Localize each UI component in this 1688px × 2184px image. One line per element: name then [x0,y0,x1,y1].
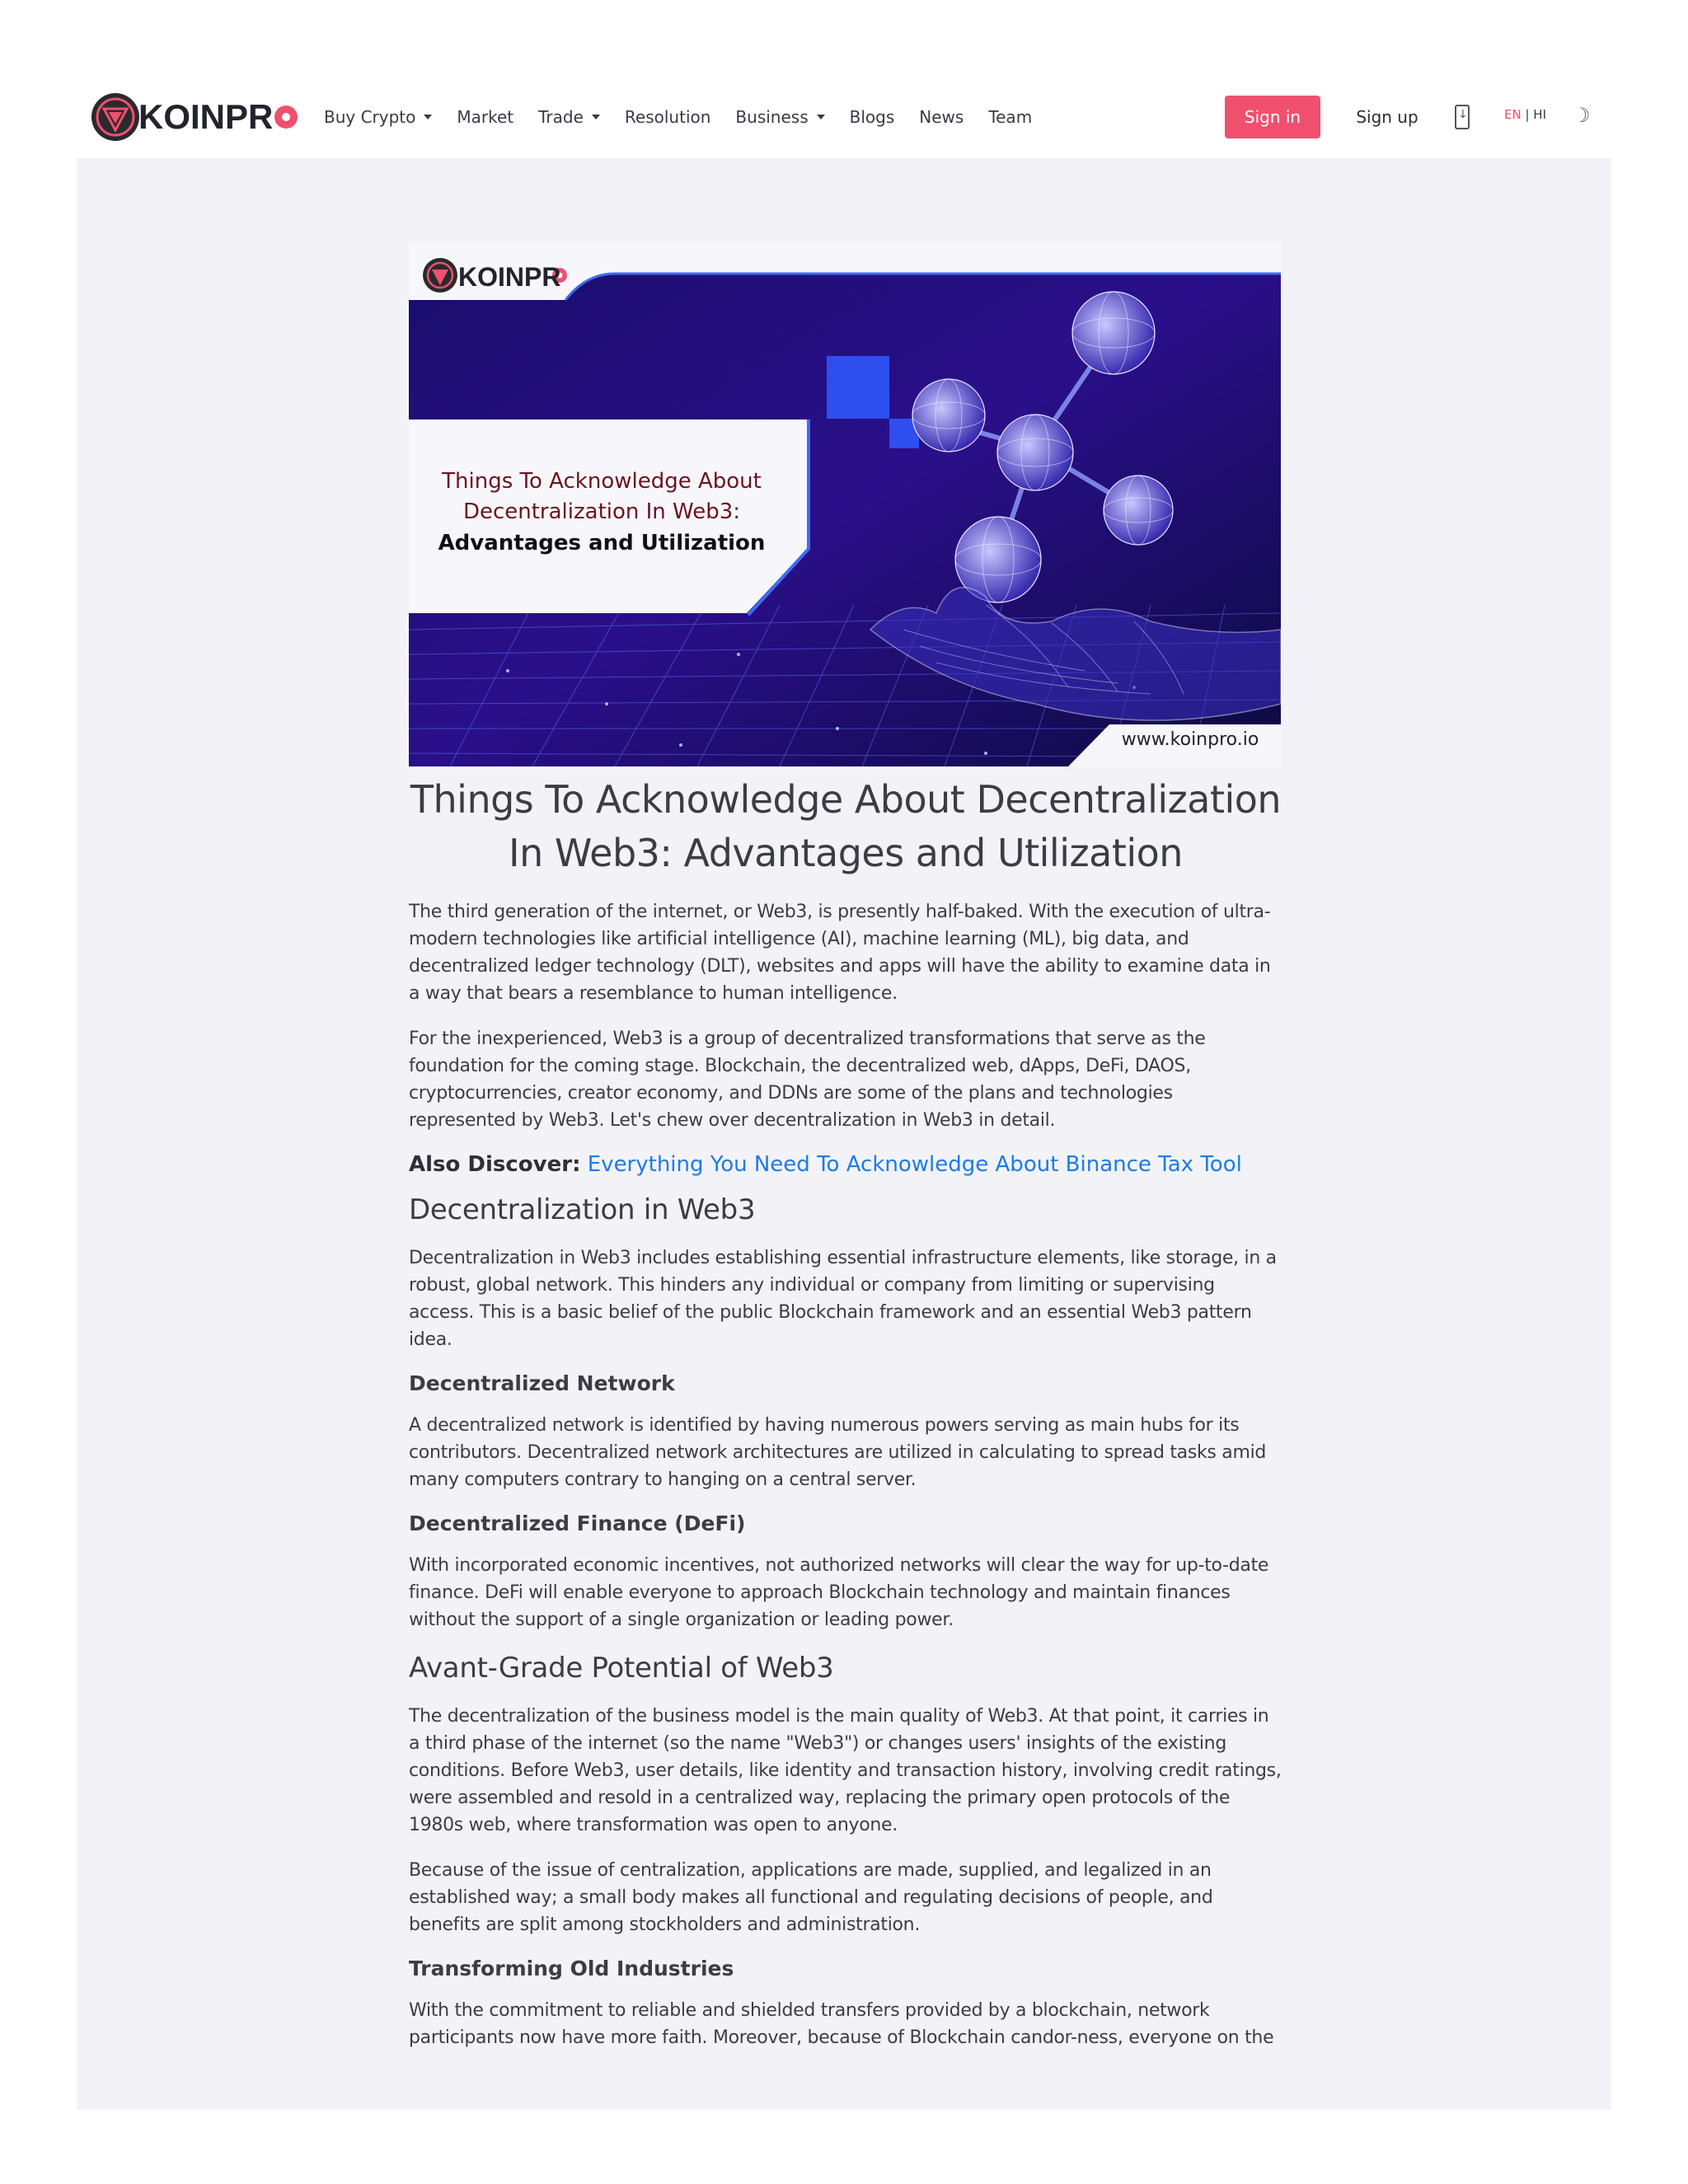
hero-logo-text: KOINPR [458,262,561,292]
also-discover [409,1152,1282,1177]
lang-en[interactable]: EN [1504,107,1522,122]
hero-url: www.koinpro.io [1121,729,1259,750]
section-heading: Avant-Grade Potential of Web3 [409,1652,834,1685]
hero-illustration [409,242,1281,766]
article-paragraph: Decentralization in Web3 includes establishing essential infrastructure elements, like storage, in a robust, global network. This hinders any individual or company from limiting or supervising access. This is a basic belief of the public Blockchain framework and an essential Web3 pattern idea. [409,1248,1277,1350]
lang-separator: | [1521,107,1534,122]
also-discover-link[interactable]: Everything You Need To Acknowledge About Binance Tax Tool [587,1152,1242,1177]
site-header [77,82,1611,158]
main-nav [324,107,1057,127]
section-heading: Decentralization in Web3 [409,1193,756,1226]
hero-title-line2: Decentralization In Web3: [462,499,741,524]
nav-trade[interactable]: Trade [538,107,600,127]
sign-in-button[interactable]: Sign in [1225,96,1320,138]
subsection-heading: Transforming Old Industries [409,1957,734,1980]
nav-blogs[interactable]: Blogs [849,107,895,127]
nav-market[interactable]: Market [457,107,514,127]
lang-hi[interactable]: HI [1533,107,1546,122]
article-paragraph: A decentralized network is identified by having numerous powers serving as main hubs for its contributors. Decentralized network architectures are utilized in calculating to spread tasks amid many computers contrary to hanging on a central server. [409,1415,1267,1490]
subsection-heading: Decentralized Network [409,1371,675,1395]
koinpro-logo-icon [91,92,140,142]
article-hero-image [409,242,1281,766]
nav-resolution[interactable]: Resolution [624,107,711,127]
logo-o-icon [274,105,298,129]
chevron-down-icon [817,115,825,120]
article-paragraph: With the commitment to reliable and shielded transfers provided by a blockchain, network participants now have more faith. Moreover, because of Blockchain candor-ness, everyone on the [409,2000,1274,2048]
download-app-icon[interactable] [1455,105,1470,129]
article-paragraph: With incorporated economic incentives, not authorized networks will clear the way for up-to-date finance. DeFi will enable everyone to approach Blockchain technology and maintain finances without the support of a single organization or leading power. [409,1555,1269,1630]
dark-mode-toggle-icon[interactable]: ☽ [1573,104,1591,127]
site-logo[interactable] [91,92,298,142]
nav-news[interactable]: News [919,107,964,127]
language-switcher[interactable] [1504,107,1546,122]
sign-up-button[interactable]: Sign up [1356,107,1418,127]
logo-wordmark: KOINPR [138,97,298,137]
subsection-heading: Decentralized Finance (DeFi) [409,1511,746,1535]
hero-title-line1: Things To Acknowledge About [442,469,762,494]
hero-title-line3: Advantages and Utilization [438,531,766,555]
nav-buy-crypto[interactable]: Buy Crypto [324,107,432,127]
article-paragraph: The decentralization of the business model is the main quality of Web3. At that point, it carries in a third phase of the internet (so the name "Web3") or changes users' insights of the existing conditions. Before Web3, user details, like identity and transaction history, involving credit ratings, were assembled and resold in a centralized way, replacing the primary open protocols of the 1980s web, where transformation was open to anyone. [409,1706,1282,1835]
nav-business[interactable]: Business [735,107,824,127]
article-title: Things To Acknowledge About Decentralization In Web3: Advantages and Utilization [410,777,1282,875]
article-body [409,773,1282,2069]
article-paragraph: Because of the issue of centralization, applications are made, supplied, and legalized in an established way; a small body makes all functional and regulating decisions of people, and benefits are split among stockholders and administration. [409,1860,1213,1935]
chevron-down-icon [592,115,600,120]
article-paragraph: For the inexperienced, Web3 is a group of decentralized transformations that serve as the foundation for the coming stage. Blockchain, the decentralized web, dApps, DeFi, DAOS, cryptocurrencies, creator economy, and DDNs are some of the plans and technologies represented by Web3. Let's chew over decentralization in Web3 in detail. [409,1029,1206,1131]
also-discover-label: Also Discover: [409,1152,581,1177]
chevron-down-icon [424,115,432,120]
article-paragraph: The third generation of the internet, or Web3, is presently half-baked. With the execution of ultra-modern technologies like artificial intelligence (AI), machine learning (ML), big data, and decentralized ledger technology (DLT), websites and apps will have the ability to examine data in a way that bears a resemblance to human intelligence. [409,902,1271,1004]
nav-team[interactable]: Team [988,107,1033,127]
